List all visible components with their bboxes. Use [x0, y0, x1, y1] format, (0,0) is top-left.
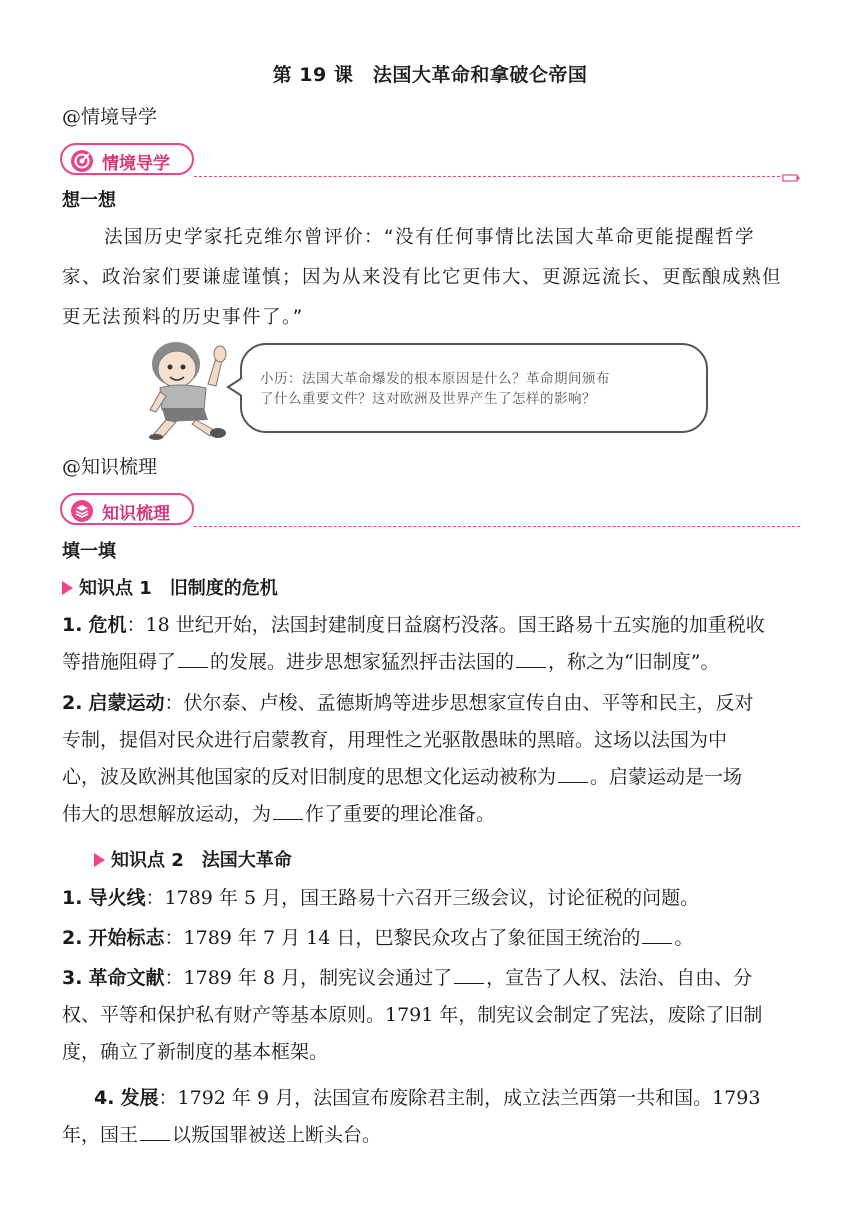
- page-title: 第 19 课 法国大革命和拿破仑帝国: [272, 64, 588, 86]
- fill-blank[interactable]: [516, 666, 546, 668]
- divider: [194, 176, 780, 177]
- speech-bubble: [240, 343, 708, 433]
- fill-blank[interactable]: [454, 982, 484, 984]
- think-heading: 想一想: [62, 190, 116, 211]
- section-tag-knowledge: @知识梳理: [62, 456, 158, 478]
- fill-blank[interactable]: [140, 1139, 170, 1141]
- text-line: 心，波及欧洲其他国家的反对旧制度的思想文化运动被称为 。启蒙运动是一场: [62, 766, 743, 788]
- text-line: 等措施阻碍了 的发展。进步思想家猛烈抨击法国的 ，称之为“旧制度”。: [62, 651, 720, 673]
- kp2-item-2: [62, 920, 798, 957]
- kp1-item-2: [62, 685, 798, 833]
- banner-pill: [60, 493, 194, 525]
- quote-line: 法国历史学家托克维尔曾评价：“没有任何事情比法国大革命更能提醒哲学: [104, 227, 756, 248]
- text-line: 2. 启蒙运动：伏尔泰、卢梭、孟德斯鸠等进步思想家宣传自由、平等和民主，反对: [62, 692, 754, 714]
- text-line: 1. 危机：18 世纪开始，法国封建制度日益腐朽没落。国王路易十五实施的加重税收: [62, 614, 765, 636]
- bubble-tail: [226, 376, 244, 398]
- layers-icon: [71, 500, 93, 522]
- text-line: 伟大的思想解放运动，为 作了重要的理论准备。: [62, 803, 496, 825]
- section-banner-knowledge: [60, 493, 800, 529]
- banner-label: 知识梳理: [102, 504, 170, 524]
- bubble-line: 了什么重要文件？这对欧洲及世界产生了怎样的影响？: [260, 391, 596, 407]
- fill-blank[interactable]: [642, 942, 672, 944]
- kp2-item-3: [62, 960, 798, 1071]
- boy-illustration: [146, 338, 236, 440]
- fill-blank[interactable]: [558, 781, 588, 783]
- text-line: 权、平等和保护私有财产等基本原则。1791 年，制宪议会制定了宪法，废除了旧制: [62, 1004, 763, 1026]
- text-line: 专制，提倡对民众进行启蒙教育，用理性之光驱散愚昧的黑暗。这场以法国为中: [62, 729, 728, 751]
- kp2-item-1: [62, 880, 798, 917]
- kp2-item-4: [62, 1080, 798, 1154]
- triangle-marker-icon: [94, 853, 105, 867]
- section-banner-situation: [60, 143, 800, 179]
- quote-line: 更无法预料的历史事件了。”: [62, 307, 304, 328]
- text-line: 1. 导火线：1789 年 5 月，国王路易十六召开三级会议，讨论征税的问题。: [62, 887, 700, 909]
- fill-heading: 填一填: [62, 541, 116, 562]
- section-tag-situation: @情境导学: [62, 106, 158, 128]
- target-icon: [71, 150, 93, 172]
- text-line: 4. 发展：1792 年 9 月，法国宣布废除君主制，成立法兰西第一共和国。1793: [94, 1087, 761, 1109]
- fill-blank[interactable]: [273, 818, 303, 820]
- quote-paragraph: [62, 218, 802, 338]
- bubble-line: 小历：法国大革命爆发的根本原因是什么？革命期间颁布: [260, 371, 610, 387]
- text-line: 度，确立了新制度的基本框架。: [62, 1041, 329, 1063]
- kp1-item-1: [62, 607, 798, 681]
- knowledge-point-heading: [62, 574, 278, 600]
- banner-label: 情境导学: [102, 154, 170, 174]
- bubble-text: [260, 369, 700, 409]
- fill-blank[interactable]: [178, 666, 208, 668]
- text-line: 3. 革命文献：1789 年 8 月，制宪议会通过了 ，宣告了人权、法治、自由、分: [62, 967, 753, 989]
- triangle-marker-icon: [62, 581, 73, 595]
- knowledge-point-heading: [94, 846, 292, 872]
- banner-pill: [60, 143, 194, 175]
- text-line: 2. 开始标志：1789 年 7 月 14 日，巴黎民众攻占了象征国王统治的 。: [62, 927, 694, 949]
- pencil-icon: [782, 169, 800, 181]
- knowledge-point-title: 知识点 2 法国大革命: [111, 850, 292, 871]
- quote-line: 家、政治家们要谦虚谨慎；因为从来没有比它更伟大、更源远流长、更酝酿成熟但: [62, 267, 783, 288]
- divider: [194, 526, 800, 527]
- knowledge-point-title: 知识点 1 旧制度的危机: [79, 578, 278, 599]
- text-line: 年，国王 以叛国罪被送上断头台。: [62, 1124, 382, 1146]
